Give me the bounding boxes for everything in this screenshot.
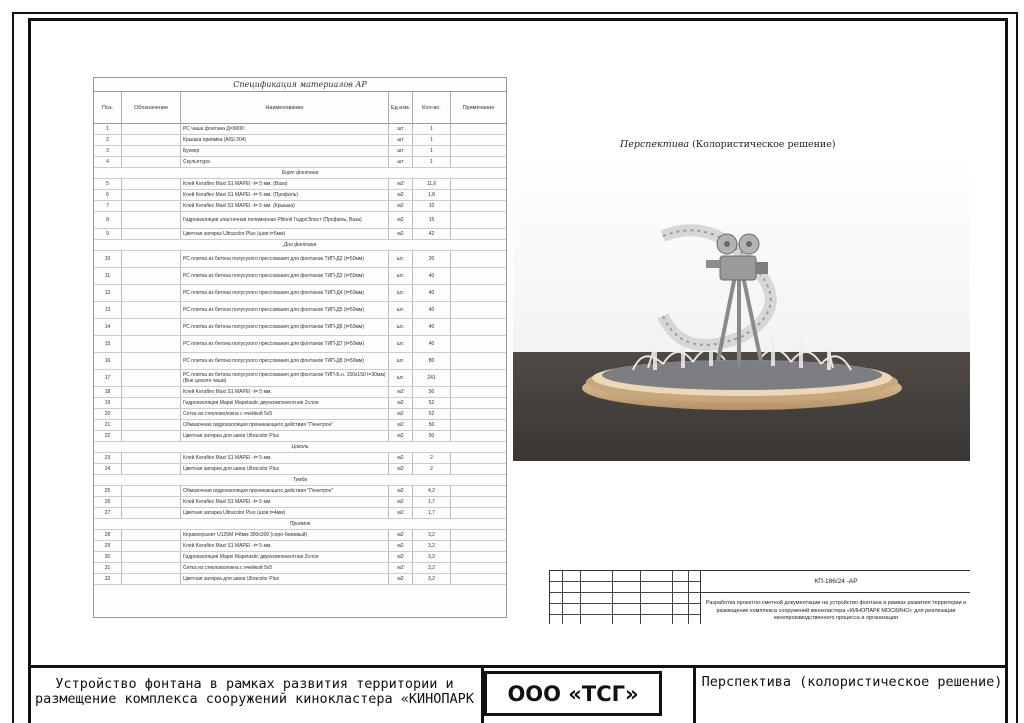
spec-cell-name: Клей Keraflex Maxi S1 MAPEI -t= 5 мм. [181,453,389,463]
fountain-perspective-render [513,156,970,461]
spec-cell-name: РС плитка из бетона полусухого прессования для фонтанов ТИП-Д6 (t=50мм) [181,319,389,335]
spec-cell-note [451,398,506,408]
spec-cell-unit: м2 [389,508,413,518]
table-row [94,135,506,146]
sheet-name: Перспектива (колористическое решение) [693,668,1008,723]
spec-cell-code [122,420,181,430]
spec-cell-code [122,574,181,584]
spec-cell-code [122,319,181,335]
spec-cell-unit: шт [389,124,413,134]
spec-cell-name: Скульптура [181,157,389,167]
spec-cell-code [122,508,181,518]
spec-header-row [94,92,506,124]
spec-cell-code [122,464,181,474]
spec-cell-qty: 3,2 [413,541,451,551]
spec-cell-note [451,486,506,496]
spec-cell-qty: 241 [413,370,451,386]
table-row [94,201,506,212]
spec-cell-code [122,229,181,239]
spec-cell-unit: м2 [389,212,413,228]
spec-cell-pos: 23 [94,453,122,463]
spec-cell-code [122,563,181,573]
spec-cell-code [122,302,181,318]
spec-cell-qty: 40 [413,319,451,335]
spec-cell-name: Клей Keraflex Maxi S1 MAPEI -t= 5 мм. [181,541,389,551]
spec-cell-unit: шт. [389,285,413,301]
table-row [94,157,506,168]
table-row [94,387,506,398]
table-row [94,431,506,442]
spec-cell-qty: 80 [413,353,451,369]
spec-body [94,124,506,585]
spec-cell-pos: 25 [94,486,122,496]
spec-section-row [94,519,506,530]
spec-cell-code [122,431,181,441]
table-row [94,563,506,574]
spec-title: Спецификация материалов АР [94,78,506,92]
spec-cell-qty: 1,7 [413,497,451,507]
table-row [94,285,506,302]
table-row [94,497,506,508]
spec-cell-pos: 15 [94,336,122,352]
spec-cell-code [122,135,181,145]
spec-cell-unit: м2 [389,464,413,474]
spec-cell-unit: шт. [389,353,413,369]
document-code: КП-186/24 -АР [700,571,970,593]
spec-cell-pos: 31 [94,563,122,573]
spec-cell-qty: 50 [413,387,451,397]
spec-cell-pos: 11 [94,268,122,284]
spec-cell-unit: м2 [389,574,413,584]
bottom-info-band [28,665,1008,723]
spec-cell-unit: шт. [389,251,413,267]
header-unit: Ед.изм. [389,92,413,123]
table-row [94,508,506,519]
spec-cell-note [451,251,506,267]
spec-cell-code [122,336,181,352]
spec-section-row [94,442,506,453]
spec-cell-pos: 17 [94,370,122,386]
spec-cell-name: Цветная затирка для швов Ultracolor Plus [181,574,389,584]
spec-cell-note [451,157,506,167]
spec-cell-pos: 26 [94,497,122,507]
spec-cell-name: Крышка приямка (AISI 304) [181,135,389,145]
spec-cell-qty: 52 [413,409,451,419]
drawing-title-block [549,570,970,624]
spec-cell-pos: 16 [94,353,122,369]
spec-cell-unit: м2 [389,179,413,189]
spec-section-label: Дно фонтана [283,242,317,248]
spec-cell-name: Цветная затирка для швов Ultracolor Plus [181,464,389,474]
document-description: Разработка проектно-сметной документации на устройство фонтана в рамках развития территории и размещение комплекса сооружений кинокластера «КИНОПАРК МОСКИНО» для реализации кинопроизводственного процесса и организации [700,593,970,624]
spec-cell-pos: 5 [94,179,122,189]
materials-specification-table [93,77,507,618]
spec-cell-name: Клей Keraflex Maxi S1 MAPEI -t= 5 мм. (Ваза) [181,179,389,189]
spec-cell-code [122,370,181,386]
spec-cell-pos: 3 [94,146,122,156]
header-code: Обозначение [122,92,181,123]
spec-cell-unit: шт. [389,336,413,352]
table-row [94,146,506,157]
spec-cell-pos: 24 [94,464,122,474]
spec-cell-unit: шт. [389,302,413,318]
spec-cell-code [122,251,181,267]
table-row [94,409,506,420]
spec-cell-qty: 4,2 [413,486,451,496]
spec-cell-qty: 50 [413,431,451,441]
spec-cell-pos: 32 [94,574,122,584]
spec-cell-pos: 13 [94,302,122,318]
spec-cell-pos: 8 [94,212,122,228]
spec-cell-pos: 1 [94,124,122,134]
spec-cell-note [451,124,506,134]
spec-cell-qty: 10 [413,201,451,211]
spec-cell-note [451,179,506,189]
spec-cell-name: РС плитка из бетона полусухого прессования для фонтанов ТИП-Д7 (t=50мм) [181,336,389,352]
spec-cell-unit: шт. [389,370,413,386]
spec-cell-note [451,431,506,441]
spec-cell-code [122,486,181,496]
spec-cell-note [451,464,506,474]
spec-cell-note [451,229,506,239]
spec-cell-unit: м2 [389,201,413,211]
spec-cell-name: Сетка из стекловолокна с ячейкой 5х5 [181,409,389,419]
table-row [94,486,506,497]
spec-cell-qty: 40 [413,268,451,284]
spec-cell-qty: 1 [413,157,451,167]
spec-cell-note [451,453,506,463]
spec-cell-qty: 3,2 [413,563,451,573]
table-row [94,190,506,201]
spec-cell-pos: 18 [94,387,122,397]
table-row [94,453,506,464]
perspective-title-italic: Перспектива [620,139,690,150]
spec-cell-pos: 29 [94,541,122,551]
spec-section-row [94,240,506,251]
spec-cell-code [122,124,181,134]
header-pos: Поз. [94,92,122,123]
spec-cell-note [451,285,506,301]
spec-cell-code [122,409,181,419]
spec-cell-note [451,420,506,430]
spec-cell-name: РС плитка из бетона полусухого прессования для фонтанов ТИП-Д2 (t=50мм) [181,251,389,267]
spec-cell-pos: 28 [94,530,122,540]
spec-cell-code [122,201,181,211]
spec-cell-unit: м2 [389,552,413,562]
spec-cell-unit: м2 [389,497,413,507]
spec-section-label: Борт фонтана [281,170,319,176]
spec-cell-code [122,212,181,228]
table-row [94,319,506,336]
spec-cell-qty: 11,6 [413,179,451,189]
table-row [94,398,506,409]
spec-cell-pos: 2 [94,135,122,145]
table-row [94,124,506,135]
spec-cell-unit: м2 [389,409,413,419]
table-row [94,464,506,475]
spec-section-label: Приямок [289,521,311,527]
spec-cell-qty: 52 [413,398,451,408]
spec-cell-code [122,541,181,551]
table-row [94,229,506,240]
spec-cell-unit: м2 [389,563,413,573]
spec-cell-name: РС плитка из бетона полусухого прессования для фонтанов ТИП-Б.н. 150х150 t=30мм) (Вне цоколя чаши) [181,370,389,386]
spec-cell-note [451,563,506,573]
spec-cell-pos: 27 [94,508,122,518]
spec-cell-note [451,319,506,335]
spec-cell-qty: 1 [413,135,451,145]
table-row [94,353,506,370]
spec-cell-name: Обмазочная гидроизоляция проникающего действия "Пенетрон" [181,486,389,496]
spec-cell-note [451,508,506,518]
spec-cell-name: Цветная затирка Ultracolor Plus (шов t=5мм) [181,229,389,239]
spec-cell-code [122,285,181,301]
spec-cell-unit: шт. [389,268,413,284]
spec-cell-note [451,336,506,352]
spec-cell-note [451,201,506,211]
spec-cell-qty: 2 [413,464,451,474]
spec-cell-code [122,146,181,156]
spec-cell-qty: 2 [413,453,451,463]
spec-cell-code [122,453,181,463]
spec-cell-name: Бункер [181,146,389,156]
spec-cell-note [451,268,506,284]
spec-cell-pos: 12 [94,285,122,301]
spec-cell-pos: 6 [94,190,122,200]
spec-cell-unit: м2 [389,431,413,441]
spec-cell-code [122,179,181,189]
spec-cell-unit: шт. [389,319,413,335]
spec-cell-name: Цветная затирка для швов Ultracolor Plus [181,431,389,441]
spec-cell-pos: 19 [94,398,122,408]
company-name: ООО «ТСГ» [484,671,662,716]
perspective-title [620,139,836,150]
spec-cell-qty: 42 [413,229,451,239]
spec-cell-name: Гидроизоляция эластичная полимерная Plitonit ГидроЭласт (Профиль, Ваза) [181,212,389,228]
spec-cell-note [451,146,506,156]
spec-cell-unit: м2 [389,387,413,397]
spec-cell-unit: шт [389,135,413,145]
spec-cell-code [122,398,181,408]
spec-cell-code [122,497,181,507]
table-row [94,552,506,563]
spec-cell-note [451,387,506,397]
spec-cell-note [451,574,506,584]
spec-cell-name: Цветная затирка Ultracolor Plus (шов t=4мм) [181,508,389,518]
spec-cell-qty: 1 [413,124,451,134]
spec-cell-note [451,212,506,228]
table-row [94,251,506,268]
spec-cell-name: РС плитка из бетона полусухого прессования для фонтанов ТИП-Д3 (t=50мм) [181,268,389,284]
spec-cell-qty: 50 [413,420,451,430]
table-row [94,179,506,190]
spec-cell-note [451,552,506,562]
spec-cell-pos: 14 [94,319,122,335]
table-row [94,302,506,319]
spec-cell-pos: 9 [94,229,122,239]
spec-cell-name: РС плитка из бетона полусухого прессования для фонтанов ТИП-Д4 (t=50мм) [181,285,389,301]
header-name: Наименование [181,92,389,123]
spec-cell-code [122,268,181,284]
spec-cell-unit: шт [389,146,413,156]
spec-cell-qty: 40 [413,336,451,352]
spec-cell-unit: м2 [389,530,413,540]
spec-cell-unit: м2 [389,486,413,496]
spec-cell-unit: м2 [389,398,413,408]
spec-cell-name: РС плитка из бетона полусухого прессования для фонтанов ТИП-Д8 (t=50мм) [181,353,389,369]
spec-cell-name: Гидроизоляция Mapei Mapelastic двухкомпонентная 2слоя [181,398,389,408]
spec-cell-pos: 7 [94,201,122,211]
title-block-grid [550,571,700,624]
spec-cell-code [122,552,181,562]
spec-cell-code [122,157,181,167]
spec-cell-note [451,409,506,419]
header-qty: Кол-во. [413,92,451,123]
spec-section-row [94,475,506,486]
spec-cell-name: РС плитка из бетона полусухого прессования для фонтанов ТИП-Д5 (t=50мм) [181,302,389,318]
spec-cell-code [122,387,181,397]
spec-cell-pos: 30 [94,552,122,562]
table-row [94,268,506,285]
spec-cell-name: Клей Keraflex Maxi S1 MAPEI -t= 5 мм. (Профиль) [181,190,389,200]
spec-cell-name: РС чаша фонтана Д=9000 [181,124,389,134]
spec-cell-code [122,190,181,200]
spec-cell-unit: м2 [389,453,413,463]
spec-cell-unit: м2 [389,229,413,239]
spec-cell-note [451,302,506,318]
table-row [94,574,506,585]
spec-cell-pos: 10 [94,251,122,267]
table-row [94,420,506,431]
spec-cell-code [122,353,181,369]
spec-cell-name: Сетка из стекловолокна с ячейкой 5х5 [181,563,389,573]
spec-cell-note [451,497,506,507]
spec-cell-qty: 3,2 [413,530,451,540]
spec-section-label: Тумба [292,477,308,483]
spec-cell-pos: 21 [94,420,122,430]
perspective-title-rest: (Колористическое решение) [689,139,836,150]
spec-cell-pos: 20 [94,409,122,419]
spec-cell-name: Клей Keraflex Maxi S1 MAPEI -t= 5 мм. [181,497,389,507]
table-row [94,212,506,229]
spec-cell-name: Клей Keraflex Maxi S1 MAPEI -t= 5 мм. (Крышка) [181,201,389,211]
spec-cell-unit: шт [389,157,413,167]
spec-cell-note [451,530,506,540]
table-row [94,530,506,541]
spec-section-label: Цоколь [291,444,309,450]
table-row [94,336,506,353]
spec-cell-pos: 22 [94,431,122,441]
spec-cell-name: Обмазочная гидроизоляция проникающего действия "Пенетрон" [181,420,389,430]
spec-cell-note [451,370,506,386]
spec-cell-qty: 3,2 [413,574,451,584]
table-row [94,370,506,387]
spec-cell-unit: м2 [389,190,413,200]
spec-cell-qty: 1,8 [413,190,451,200]
company-cell [484,668,694,723]
spec-cell-qty: 40 [413,285,451,301]
spec-cell-qty: 40 [413,302,451,318]
spec-cell-note [451,135,506,145]
spec-cell-note [451,353,506,369]
spec-cell-note [451,190,506,200]
spec-cell-qty: 1,7 [413,508,451,518]
spec-cell-unit: м2 [389,541,413,551]
spec-cell-name: Гидроизоляция Mapei Mapelastic двухкомпонентная 2слоя [181,552,389,562]
spec-cell-qty: 15 [413,212,451,228]
project-description: Устройство фонтана в рамках развития территории и размещение комплекса сооружений кинокластера «КИНОПАРК [28,668,484,723]
spec-cell-note [451,541,506,551]
table-row [94,541,506,552]
header-note: Примечание [462,104,495,111]
spec-cell-unit: м2 [389,420,413,430]
spec-cell-name: Керамогранит U126M t=8мм 300х300 (серо-бежевый) [181,530,389,540]
spec-cell-name: Клей Keraflex Maxi S1 MAPEI -t= 5 мм. [181,387,389,397]
spec-cell-qty: 3,2 [413,552,451,562]
spec-section-row [94,168,506,179]
spec-cell-qty: 1 [413,146,451,156]
spec-cell-code [122,530,181,540]
spec-cell-qty: 20 [413,251,451,267]
spec-cell-pos: 4 [94,157,122,167]
